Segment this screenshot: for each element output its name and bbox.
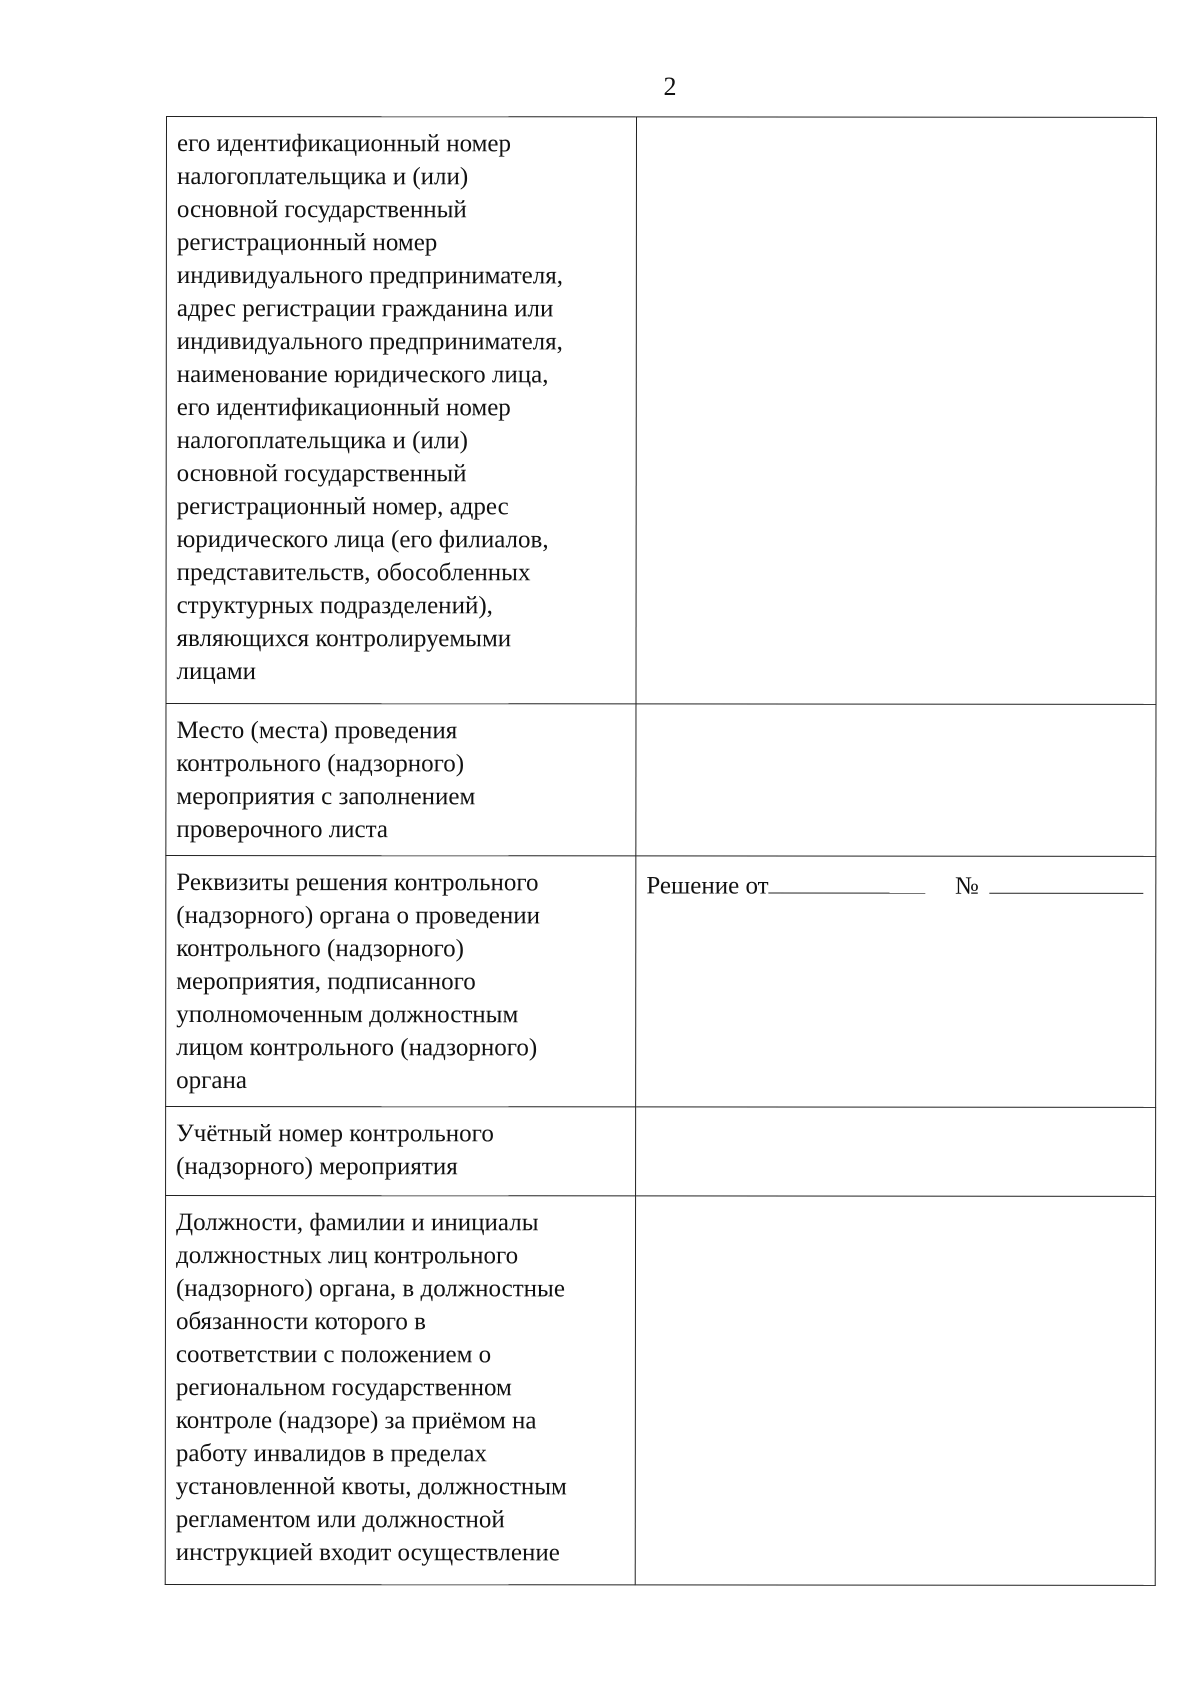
row-value-cell-registration-number[interactable] xyxy=(636,1107,1156,1196)
table-row-officials xyxy=(165,1196,1155,1586)
decision-prefix: Решение от xyxy=(646,872,769,900)
decision-line xyxy=(646,866,1143,902)
row-label-registration-number: Учётный номер контрольного (надзорного) мероприятия xyxy=(176,1120,494,1181)
table-row-registration-number xyxy=(166,1107,1156,1197)
page-number: 2 xyxy=(663,72,677,101)
table-row-controlled-person-details xyxy=(166,117,1157,705)
row-label-controlled-person-details: его идентификационный номер налогоплательщика и (или) основной государственный регистрационный номер индивидуального предпринимателя, адрес регистрации гражданина или индивидуального предпринимателя, наименование юридического лица, его идентификационный номер налогоплательщика и (или) основной государственный регистрационный номер, адрес юридического лица (его филиалов, представительств, обособленных структурных подразделений), являющихся контролируемыми лицами xyxy=(176,130,563,686)
row-label-inspection-place: Место (места) проведения контрольного (надзорного) мероприятия с заполнением проверочного листа xyxy=(176,717,476,844)
row-label-officials: Должности, фамилии и инициалы должностных лиц контрольного (надзорного) органа, в должностные обязанности которого в соответствии с положением о региональном государственном контроле (надзоре) за приёмом на работу инвалидов в пределах установленной квоты, должностным регламентом или должностной инструкцией входит осуществление xyxy=(175,1209,567,1567)
decision-number-blank[interactable] xyxy=(989,867,1143,894)
table-row-inspection-place xyxy=(166,704,1156,857)
row-value-cell-officials[interactable] xyxy=(635,1196,1155,1585)
row-label-cell xyxy=(165,1196,635,1585)
row-value-cell-decision-details xyxy=(636,856,1156,1107)
row-label-decision-details: Реквизиты решения контрольного (надзорного) органа о проведении контрольного (надзорного) мероприятия, подписанного уполномоченным должностным лицом контрольного (надзорного) органа xyxy=(176,869,541,1095)
row-label-cell xyxy=(166,1107,636,1196)
row-label-cell xyxy=(166,856,636,1107)
table-row-decision-details xyxy=(166,856,1156,1108)
number-sign: № xyxy=(954,872,979,900)
row-label-cell xyxy=(166,704,636,856)
checklist-details-table xyxy=(165,116,1157,1586)
row-value-cell-inspection-place[interactable] xyxy=(636,704,1156,856)
row-value-cell-controlled-person-details[interactable] xyxy=(636,117,1157,704)
row-label-cell xyxy=(166,117,637,704)
decision-date-blank[interactable] xyxy=(769,867,925,894)
